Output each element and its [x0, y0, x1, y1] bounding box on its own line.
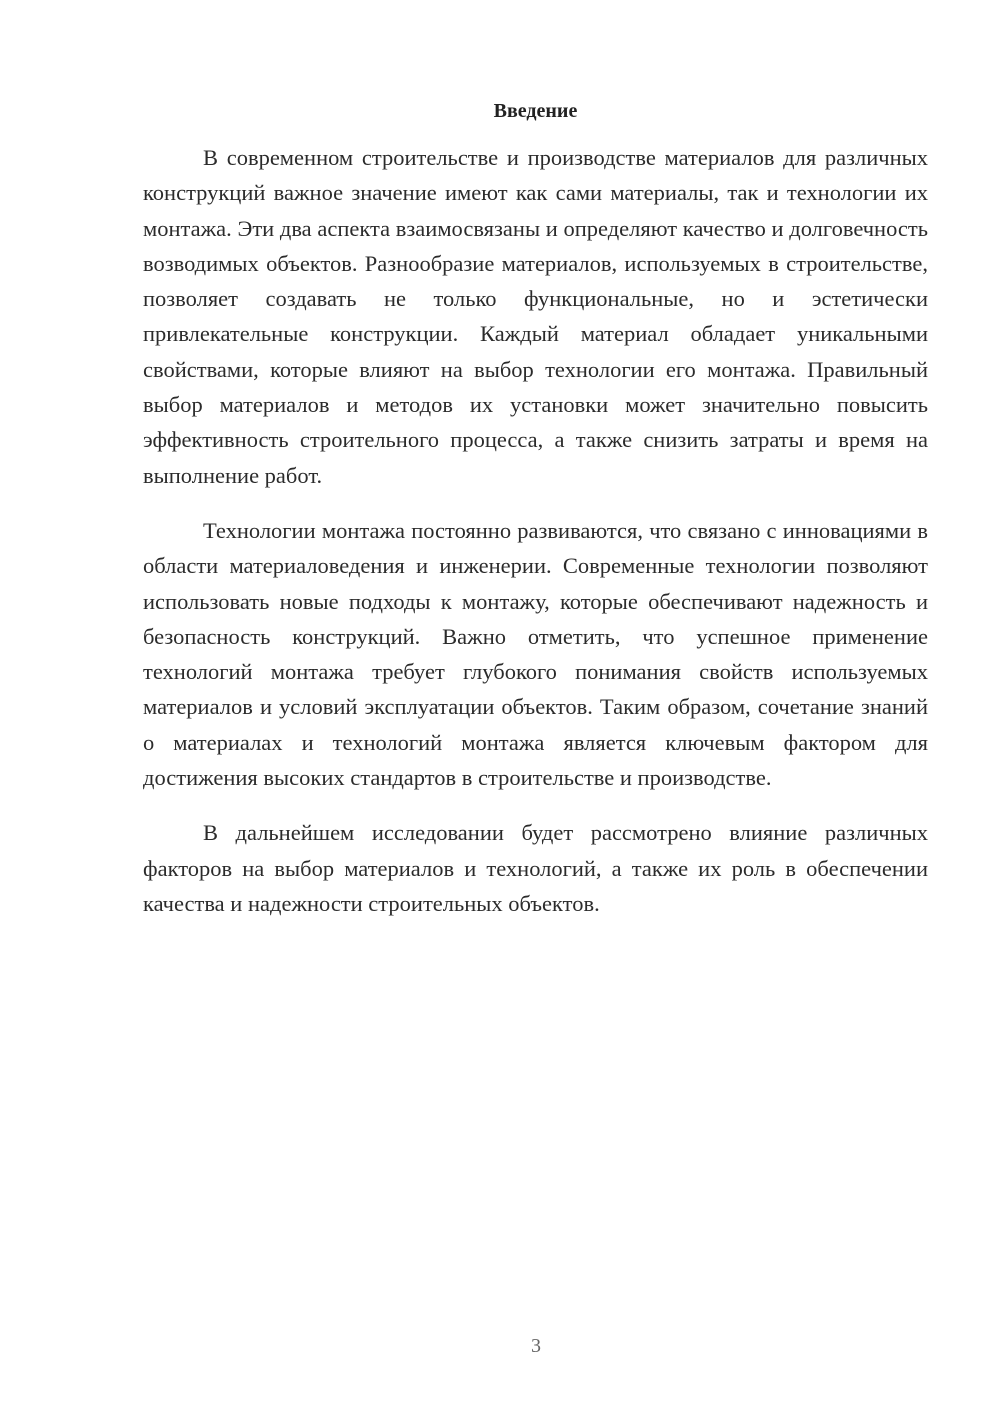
section-title: Введение [493, 100, 578, 122]
paragraph-1: В современном строительстве и производстве материалов для различных конструкций важное значение имеют как сами материалы, так и технологии их монтажа. Эти два аспекта взаимосвязаны и определяют качество и долговечность возводимых объектов. Разнообразие материалов, используемых в строительстве, позволяет создавать не только функциональные, но и эстетически привлекательные конструкции. Каждый материал обладает уникальными свойствами, которые влияют на выбор технологии его монтажа. Правильный выбор материалов и методов их установки может значительно повысить эффективность строительного процесса, а также снизить затраты и время на выполнение работ. [143, 145, 928, 488]
page-number: 3 [531, 1335, 541, 1357]
paragraph-3: В дальнейшем исследовании будет рассмотрено влияние различных факторов на выбор материалов и технологий, а также их роль в обеспечении качества и надежности строительных объектов. [143, 820, 928, 916]
paragraph-2: Технологии монтажа постоянно развиваются, что связано с инновациями в области материаловедения и инженерии. Современные технологии позволяют использовать новые подходы к монтажу, которые обеспечивают надежность и безопасность конструкций. Важно отметить, что успешное применение технологий монтажа требует глубокого понимания свойств используемых материалов и условий эксплуатации объектов. Таким образом, сочетание знаний о материалах и технологий монтажа является ключевым фактором для достижения высоких стандартов в строительстве и производстве. [143, 517, 928, 791]
body-text [143, 140, 928, 921]
